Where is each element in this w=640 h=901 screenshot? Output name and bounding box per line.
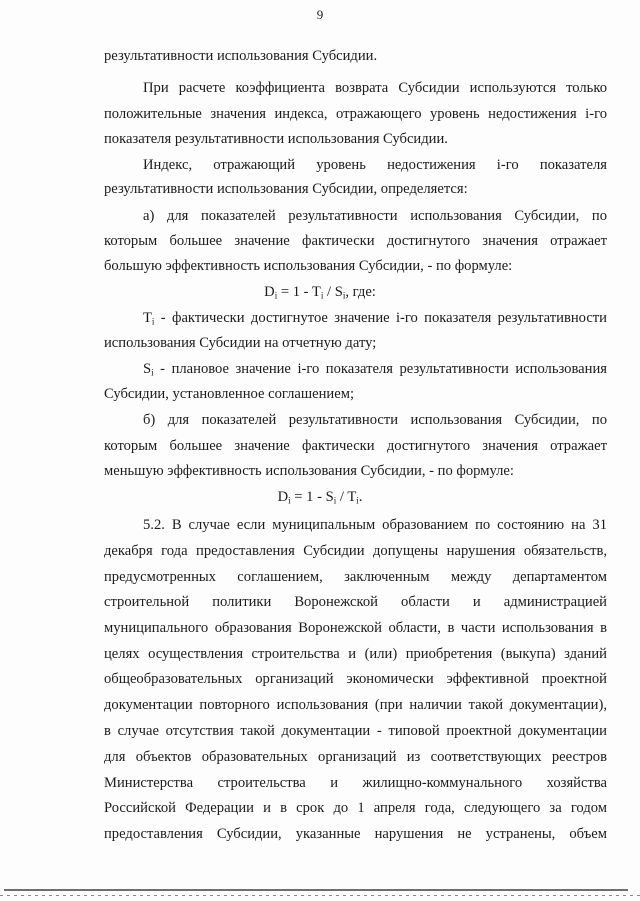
text-line: муниципального образования Воронежской области, в части использования в [104,620,607,636]
definition-t: $T_i$ - фактически достигнутое значение i-го показателя результативности [143,310,607,327]
text-line: результативности использования Субсидии, определяется: [104,181,468,197]
text-line: предоставления Субсидии, указанные нарушения не устранены, объем [104,826,607,842]
text-line: для объектов образовательных организаций из соответствующих реестров [104,749,607,765]
text-line: документации повторного использования (при наличии такой документации), [104,697,607,713]
text-line: результативности использования Субсидии. [104,48,378,64]
text-line: меньшую эффективность использования Субсидии, - по формуле: [104,463,514,479]
formula-d-ratio-s-t: $D_i = 1 - S_i / T_i$. [277,489,363,506]
text-line: в случае отсутствия такой документации - типовой проектной документации [104,723,607,739]
formula-d-ratio-t-s: $D_i = 1 - T_i / S_i$, где: [264,284,376,301]
text-line: а) для показателей результативности использования Субсидии, по [143,208,607,224]
text-line: При расчете коэффициента возврата Субсидии используются только [143,80,607,96]
text-line: показателя результативности использования Субсидии. [104,131,448,147]
text-line: Индекс, отражающий уровень недостижения i-го показателя [143,157,607,173]
footer-dotted-rule [0,895,640,896]
footer-rule [4,889,628,891]
text-line: предусмотренных соглашением, заключенным между департаментом [104,569,607,585]
text-line: общеобразовательных организаций экономически эффективной проектной [104,671,607,687]
text-line: Российской Федерации и в срок до 1 апреля года, следующего за годом [104,800,607,816]
text-line: строительной политики Воронежской области и администрацией [104,594,607,610]
page-number: 9 [316,7,324,22]
text-line: целях осуществления строительства и (или) приобретения (выкупа) зданий [104,646,607,662]
definition-s: $S_i$ - плановое значение i-го показателя результативности использования [143,361,607,378]
text-line: 5.2. В случае если муниципальным образованием по состоянию на 31 [143,517,607,533]
text-line: декабря года предоставления Субсидии допущены нарушения обязательств, [104,543,607,559]
text-line: положительные значения индекса, отражающего уровень недостижения i-го [104,106,607,122]
text-line: использования Субсидии на отчетную дату; [104,335,377,351]
text-line: большую эффективность использования Субсидии, - по формуле: [104,258,513,274]
text-line: которым большее значение фактически достигнутого значения отражает [104,438,607,454]
text-line: Министерства строительства и жилищно-коммунального хозяйства [104,775,607,791]
text-line: Субсидии, установленное соглашением; [104,386,355,402]
text-line: б) для показателей результативности использования Субсидии, по [143,412,607,428]
text-line: которым большее значение фактически достигнутого значения отражает [104,233,607,249]
